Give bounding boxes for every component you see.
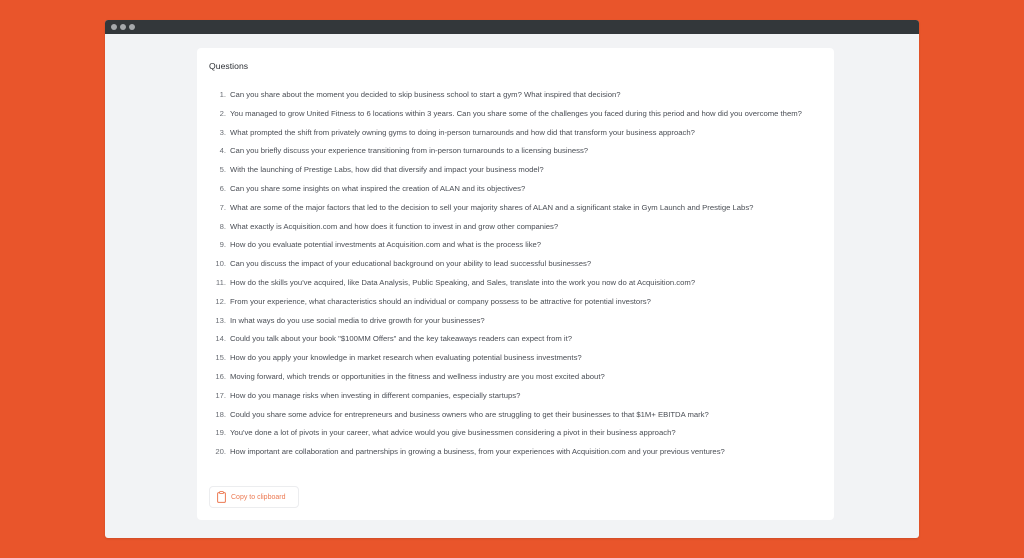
question-number: 5. <box>219 165 226 175</box>
question-text: You've done a lot of pivots in your career, what advice would you give businessmen considering a pivot in their business approach? <box>230 428 676 438</box>
list-item <box>209 143 819 159</box>
list-item <box>209 87 819 103</box>
window-dot-3[interactable] <box>129 24 135 30</box>
list-item <box>209 369 819 385</box>
card-title: Questions <box>209 61 249 71</box>
question-number: 13. <box>215 315 226 325</box>
list-item <box>209 425 819 441</box>
question-number: 10. <box>215 259 226 269</box>
question-text: How do you apply your knowledge in market research when evaluating potential business investments? <box>230 353 582 363</box>
question-number: 9. <box>219 240 226 250</box>
list-item <box>209 256 819 272</box>
list-item <box>209 407 819 423</box>
question-text: How do you manage risks when investing in different companies, especially startups? <box>230 390 521 400</box>
copy-button-label: Copy to clipboard <box>231 493 286 501</box>
list-item <box>209 388 819 404</box>
question-number: 18. <box>215 409 226 419</box>
copy-to-clipboard-button[interactable] <box>209 486 299 508</box>
question-text: Moving forward, which trends or opportunities in the fitness and wellness industry are you most excited about? <box>230 371 605 381</box>
question-text: Could you talk about your book "$100MM Offers" and the key takeaways readers can expect from it? <box>230 334 573 344</box>
questions-card <box>197 48 834 520</box>
question-text: From your experience, what characteristics should an individual or company possess to be attractive for potential investors? <box>230 296 651 306</box>
question-text: With the launching of Prestige Labs, how did that diversify and impact your business model? <box>230 165 544 175</box>
question-number: 20. <box>215 447 226 457</box>
list-item <box>209 444 819 460</box>
question-number: 7. <box>219 202 226 212</box>
question-text: How important are collaboration and partnerships in growing a business, from your experiences with Acquisition.com and your previous ventures? <box>230 447 725 457</box>
list-item <box>209 294 819 310</box>
question-text: Can you discuss the impact of your educational background on your ability to lead successful businesses? <box>230 259 592 269</box>
question-text: Can you share some insights on what inspired the creation of ALAN and its objectives? <box>230 183 526 193</box>
question-number: 4. <box>219 146 226 156</box>
window-dot-2[interactable] <box>120 24 126 30</box>
list-item <box>209 219 819 235</box>
question-number: 14. <box>215 334 226 344</box>
question-number: 2. <box>219 108 226 118</box>
question-number: 15. <box>215 353 226 363</box>
list-item <box>209 125 819 141</box>
title-bar <box>105 20 919 34</box>
clipboard-icon <box>217 491 226 503</box>
questions-list <box>209 87 819 463</box>
window-dot-1[interactable] <box>111 24 117 30</box>
question-text: In what ways do you use social media to drive growth for your businesses? <box>230 315 485 325</box>
list-item <box>209 275 819 291</box>
question-text: How do the skills you've acquired, like Data Analysis, Public Speaking, and Sales, translate into the work you now do at Acquisition.com? <box>230 277 696 287</box>
question-number: 8. <box>219 221 226 231</box>
list-item <box>209 237 819 253</box>
question-number: 1. <box>219 90 226 99</box>
list-item <box>209 331 819 347</box>
list-item <box>209 313 819 329</box>
list-item <box>209 200 819 216</box>
list-item <box>209 106 819 122</box>
question-number: 17. <box>215 390 226 400</box>
app-window <box>105 20 919 538</box>
question-number: 12. <box>215 296 226 306</box>
list-item <box>209 350 819 366</box>
question-number: 16. <box>215 371 226 381</box>
question-text: What prompted the shift from privately owning gyms to doing in-person turnarounds and how did that transform your business approach? <box>230 127 695 137</box>
list-item <box>209 162 819 178</box>
question-text: Can you briefly discuss your experience transitioning from in-person turnarounds to a licensing business? <box>230 146 589 156</box>
question-number: 19. <box>215 428 226 438</box>
question-text: What exactly is Acquisition.com and how does it function to invest in and grow other companies? <box>230 221 559 231</box>
list-item <box>209 181 819 197</box>
question-number: 6. <box>219 183 226 193</box>
question-text: You managed to grow United Fitness to 6 locations within 3 years. Can you share some of the challenges you faced during this period and how did you overcome them? <box>230 108 802 118</box>
question-number: 11. <box>215 277 226 287</box>
question-text: Could you share some advice for entrepreneurs and business owners who are struggling to get their businesses to that $1M+ EBITDA mark? <box>230 409 709 419</box>
question-text: How do you evaluate potential investments at Acquisition.com and what is the process like? <box>230 240 542 250</box>
question-text: What are some of the major factors that led to the decision to sell your majority shares of ALAN and a significant stake in Gym Launch and Prestige Labs? <box>230 202 754 212</box>
question-text: Can you share about the moment you decided to skip business school to start a gym? What inspired that decision? <box>230 90 621 99</box>
question-number: 3. <box>219 127 226 137</box>
